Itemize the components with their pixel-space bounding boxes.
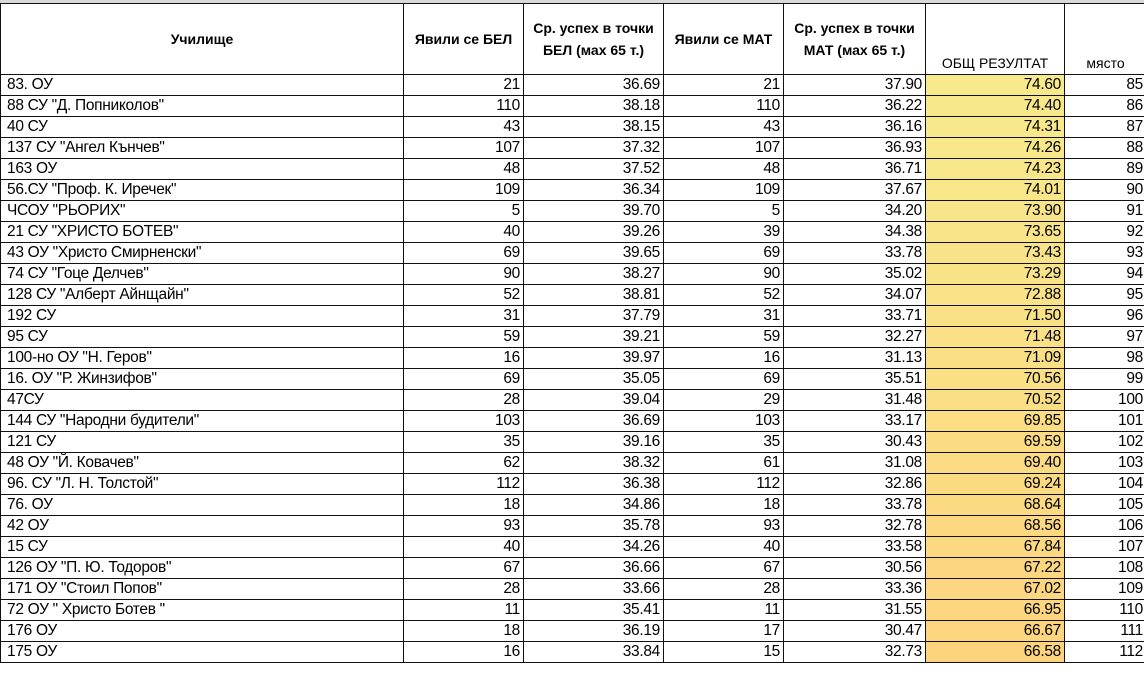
mat-count-cell[interactable]: 11 xyxy=(664,600,784,621)
table-row xyxy=(1,600,1144,621)
mat-count-cell[interactable]: 67 xyxy=(664,558,784,579)
total-cell[interactable]: 69.24 xyxy=(926,474,1065,495)
bel-count-cell[interactable]: 18 xyxy=(404,621,524,642)
rank-cell[interactable]: 98 xyxy=(1065,348,1144,369)
mat-count-cell[interactable]: 18 xyxy=(664,495,784,516)
school-cell[interactable]: 42 ОУ xyxy=(1,516,404,537)
mat-count-cell[interactable]: 109 xyxy=(664,180,784,201)
mat-avg-cell[interactable]: 31.48 xyxy=(784,390,926,411)
table-row xyxy=(1,75,1144,96)
bel-count-cell[interactable]: 109 xyxy=(404,180,524,201)
bel-count-cell[interactable]: 59 xyxy=(404,327,524,348)
school-cell[interactable]: 72 ОУ " Христо Ботев " xyxy=(1,600,404,621)
rank-cell[interactable]: 110 xyxy=(1065,600,1144,621)
mat-count-cell[interactable]: 107 xyxy=(664,138,784,159)
table-row xyxy=(1,117,1144,138)
bel-avg-cell[interactable]: 36.34 xyxy=(524,180,664,201)
bel-count-cell[interactable]: 18 xyxy=(404,495,524,516)
school-cell[interactable]: 192 СУ xyxy=(1,306,404,327)
school-cell[interactable]: 175 ОУ xyxy=(1,642,404,663)
total-cell[interactable]: 72.88 xyxy=(926,285,1065,306)
rank-cell[interactable]: 108 xyxy=(1065,558,1144,579)
bel-count-cell[interactable]: 93 xyxy=(404,516,524,537)
bel-count-cell[interactable]: 28 xyxy=(404,579,524,600)
table-row xyxy=(1,579,1144,600)
mat-avg-cell[interactable]: 36.71 xyxy=(784,159,926,180)
mat-avg-cell[interactable]: 30.47 xyxy=(784,621,926,642)
header-school[interactable]: Училище xyxy=(1,4,404,75)
rank-cell[interactable]: 92 xyxy=(1065,222,1144,243)
school-cell[interactable]: 47СУ xyxy=(1,390,404,411)
bel-avg-cell[interactable]: 39.26 xyxy=(524,222,664,243)
header-row xyxy=(1,4,1144,75)
bel-avg-cell[interactable]: 36.38 xyxy=(524,474,664,495)
bel-count-cell[interactable]: 28 xyxy=(404,390,524,411)
school-cell[interactable]: 88 СУ "Д. Попниколов" xyxy=(1,96,404,117)
table-row xyxy=(1,390,1144,411)
rank-cell[interactable]: 87 xyxy=(1065,117,1144,138)
mat-avg-cell[interactable]: 33.78 xyxy=(784,495,926,516)
school-cell[interactable]: 40 СУ xyxy=(1,117,404,138)
mat-count-cell[interactable]: 69 xyxy=(664,369,784,390)
school-cell[interactable]: 128 СУ "Алберт Айнщайн" xyxy=(1,285,404,306)
bel-avg-cell[interactable]: 36.66 xyxy=(524,558,664,579)
mat-avg-cell[interactable]: 32.86 xyxy=(784,474,926,495)
table-row xyxy=(1,474,1144,495)
rank-cell[interactable]: 106 xyxy=(1065,516,1144,537)
mat-avg-cell[interactable]: 36.22 xyxy=(784,96,926,117)
mat-avg-cell[interactable]: 30.43 xyxy=(784,432,926,453)
table-row xyxy=(1,159,1144,180)
rank-cell[interactable]: 90 xyxy=(1065,180,1144,201)
bel-avg-cell[interactable]: 34.26 xyxy=(524,537,664,558)
table-row xyxy=(1,453,1144,474)
mat-avg-cell[interactable]: 36.16 xyxy=(784,117,926,138)
mat-count-cell[interactable]: 112 xyxy=(664,474,784,495)
table-row xyxy=(1,264,1144,285)
bel-count-cell[interactable]: 40 xyxy=(404,537,524,558)
rank-cell[interactable]: 89 xyxy=(1065,159,1144,180)
total-cell[interactable]: 67.22 xyxy=(926,558,1065,579)
header-mat-count[interactable]: Явили се МАТ xyxy=(664,4,784,75)
table-row xyxy=(1,369,1144,390)
rank-cell[interactable]: 95 xyxy=(1065,285,1144,306)
mat-count-cell[interactable]: 21 xyxy=(664,75,784,96)
bel-count-cell[interactable]: 69 xyxy=(404,243,524,264)
bel-avg-cell[interactable]: 39.16 xyxy=(524,432,664,453)
bel-count-cell[interactable]: 21 xyxy=(404,75,524,96)
mat-avg-cell[interactable]: 33.36 xyxy=(784,579,926,600)
total-cell[interactable]: 69.85 xyxy=(926,411,1065,432)
total-cell[interactable]: 71.09 xyxy=(926,348,1065,369)
bel-count-cell[interactable]: 16 xyxy=(404,642,524,663)
bel-avg-cell[interactable]: 37.52 xyxy=(524,159,664,180)
table-row xyxy=(1,201,1144,222)
table-row xyxy=(1,96,1144,117)
school-cell[interactable]: 121 СУ xyxy=(1,432,404,453)
total-cell[interactable]: 67.84 xyxy=(926,537,1065,558)
total-cell[interactable]: 67.02 xyxy=(926,579,1065,600)
rank-cell[interactable]: 94 xyxy=(1065,264,1144,285)
total-cell[interactable]: 73.65 xyxy=(926,222,1065,243)
bel-count-cell[interactable]: 112 xyxy=(404,474,524,495)
bel-count-cell[interactable]: 110 xyxy=(404,96,524,117)
bel-count-cell[interactable]: 48 xyxy=(404,159,524,180)
mat-count-cell[interactable]: 93 xyxy=(664,516,784,537)
table-row xyxy=(1,537,1144,558)
mat-count-cell[interactable]: 5 xyxy=(664,201,784,222)
header-total[interactable]: ОБЩ РЕЗУЛТАТ xyxy=(926,4,1065,75)
bel-avg-cell[interactable]: 38.27 xyxy=(524,264,664,285)
total-cell[interactable]: 70.56 xyxy=(926,369,1065,390)
mat-count-cell[interactable]: 110 xyxy=(664,96,784,117)
bel-count-cell[interactable]: 16 xyxy=(404,348,524,369)
bel-avg-cell[interactable]: 39.04 xyxy=(524,390,664,411)
school-cell[interactable]: 76. ОУ xyxy=(1,495,404,516)
bel-count-cell[interactable]: 35 xyxy=(404,432,524,453)
total-cell[interactable]: 69.59 xyxy=(926,432,1065,453)
mat-count-cell[interactable]: 59 xyxy=(664,327,784,348)
mat-count-cell[interactable]: 29 xyxy=(664,390,784,411)
school-cell[interactable]: 144 СУ "Народни будители" xyxy=(1,411,404,432)
bel-avg-cell[interactable]: 36.69 xyxy=(524,411,664,432)
mat-count-cell[interactable]: 28 xyxy=(664,579,784,600)
total-cell[interactable]: 70.52 xyxy=(926,390,1065,411)
mat-avg-cell[interactable]: 33.78 xyxy=(784,243,926,264)
bel-count-cell[interactable]: 62 xyxy=(404,453,524,474)
bel-avg-cell[interactable]: 39.97 xyxy=(524,348,664,369)
total-cell[interactable]: 69.40 xyxy=(926,453,1065,474)
school-cell[interactable]: 100-но ОУ "Н. Геров" xyxy=(1,348,404,369)
bel-count-cell[interactable]: 69 xyxy=(404,369,524,390)
rank-cell[interactable]: 102 xyxy=(1065,432,1144,453)
mat-count-cell[interactable]: 61 xyxy=(664,453,784,474)
mat-count-cell[interactable]: 15 xyxy=(664,642,784,663)
rank-cell[interactable]: 96 xyxy=(1065,306,1144,327)
header-mat-avg[interactable]: Ср. успех в точки МАТ (мах 65 т.) xyxy=(784,4,926,75)
rank-cell[interactable]: 100 xyxy=(1065,390,1144,411)
mat-avg-cell[interactable]: 35.02 xyxy=(784,264,926,285)
total-cell[interactable]: 74.60 xyxy=(926,75,1065,96)
table-row xyxy=(1,222,1144,243)
total-cell[interactable]: 73.29 xyxy=(926,264,1065,285)
table-row xyxy=(1,558,1144,579)
school-cell[interactable]: 137 СУ "Ангел Кънчев" xyxy=(1,138,404,159)
rank-cell[interactable]: 97 xyxy=(1065,327,1144,348)
mat-avg-cell[interactable]: 34.38 xyxy=(784,222,926,243)
rank-cell[interactable]: 85 xyxy=(1065,75,1144,96)
mat-avg-cell[interactable]: 37.67 xyxy=(784,180,926,201)
total-cell[interactable]: 71.50 xyxy=(926,306,1065,327)
school-cell[interactable]: 95 СУ xyxy=(1,327,404,348)
rank-cell[interactable]: 111 xyxy=(1065,621,1144,642)
mat-avg-cell[interactable]: 36.93 xyxy=(784,138,926,159)
bel-count-cell[interactable]: 43 xyxy=(404,117,524,138)
bel-avg-cell[interactable]: 39.70 xyxy=(524,201,664,222)
mat-count-cell[interactable]: 17 xyxy=(664,621,784,642)
total-cell[interactable]: 73.43 xyxy=(926,243,1065,264)
mat-count-cell[interactable]: 16 xyxy=(664,348,784,369)
mat-avg-cell[interactable]: 34.20 xyxy=(784,201,926,222)
mat-count-cell[interactable]: 90 xyxy=(664,264,784,285)
mat-count-cell[interactable]: 103 xyxy=(664,411,784,432)
bel-count-cell[interactable]: 67 xyxy=(404,558,524,579)
bel-count-cell[interactable]: 52 xyxy=(404,285,524,306)
total-cell[interactable]: 66.67 xyxy=(926,621,1065,642)
school-cell[interactable]: 83. ОУ xyxy=(1,75,404,96)
bel-avg-cell[interactable]: 38.18 xyxy=(524,96,664,117)
table-row xyxy=(1,285,1144,306)
table-row xyxy=(1,348,1144,369)
bel-avg-cell[interactable]: 38.32 xyxy=(524,453,664,474)
mat-avg-cell[interactable]: 33.58 xyxy=(784,537,926,558)
bel-count-cell[interactable]: 107 xyxy=(404,138,524,159)
mat-avg-cell[interactable]: 32.78 xyxy=(784,516,926,537)
bel-avg-cell[interactable]: 39.21 xyxy=(524,327,664,348)
bel-avg-cell[interactable]: 37.79 xyxy=(524,306,664,327)
rank-cell[interactable]: 99 xyxy=(1065,369,1144,390)
mat-avg-cell[interactable]: 33.17 xyxy=(784,411,926,432)
bel-avg-cell[interactable]: 39.65 xyxy=(524,243,664,264)
total-cell[interactable]: 68.64 xyxy=(926,495,1065,516)
rank-cell[interactable]: 103 xyxy=(1065,453,1144,474)
bel-avg-cell[interactable]: 34.86 xyxy=(524,495,664,516)
table-row xyxy=(1,306,1144,327)
school-cell[interactable]: 163 ОУ xyxy=(1,159,404,180)
mat-count-cell[interactable]: 52 xyxy=(664,285,784,306)
total-cell[interactable]: 74.31 xyxy=(926,117,1065,138)
bel-count-cell[interactable]: 90 xyxy=(404,264,524,285)
school-cell[interactable]: 48 ОУ "Й. Ковачев" xyxy=(1,453,404,474)
bel-avg-cell[interactable]: 38.81 xyxy=(524,285,664,306)
table-row xyxy=(1,495,1144,516)
total-cell[interactable]: 74.23 xyxy=(926,159,1065,180)
mat-avg-cell[interactable]: 37.90 xyxy=(784,75,926,96)
rank-cell[interactable]: 86 xyxy=(1065,96,1144,117)
school-cell[interactable]: 43 ОУ "Христо Смирненски" xyxy=(1,243,404,264)
header-bel-avg[interactable]: Ср. успех в точки БЕЛ (мах 65 т.) xyxy=(524,4,664,75)
bel-avg-cell[interactable]: 33.66 xyxy=(524,579,664,600)
rank-cell[interactable]: 112 xyxy=(1065,642,1144,663)
bel-avg-cell[interactable]: 35.41 xyxy=(524,600,664,621)
school-cell[interactable]: 176 ОУ xyxy=(1,621,404,642)
bel-avg-cell[interactable]: 37.32 xyxy=(524,138,664,159)
mat-avg-cell[interactable]: 31.08 xyxy=(784,453,926,474)
table-row xyxy=(1,411,1144,432)
rank-cell[interactable]: 105 xyxy=(1065,495,1144,516)
mat-avg-cell[interactable]: 31.55 xyxy=(784,600,926,621)
school-cell[interactable]: 16. ОУ "Р. Жинзифов" xyxy=(1,369,404,390)
school-cell[interactable]: 15 СУ xyxy=(1,537,404,558)
table-row xyxy=(1,432,1144,453)
bel-avg-cell[interactable]: 33.84 xyxy=(524,642,664,663)
bel-count-cell[interactable]: 5 xyxy=(404,201,524,222)
school-cell[interactable]: ЧСОУ "РЬОРИХ" xyxy=(1,201,404,222)
rank-cell[interactable]: 91 xyxy=(1065,201,1144,222)
table-row xyxy=(1,243,1144,264)
table-row xyxy=(1,516,1144,537)
bel-avg-cell[interactable]: 35.78 xyxy=(524,516,664,537)
total-cell[interactable]: 68.56 xyxy=(926,516,1065,537)
mat-count-cell[interactable]: 40 xyxy=(664,537,784,558)
total-cell[interactable]: 66.95 xyxy=(926,600,1065,621)
bel-avg-cell[interactable]: 38.15 xyxy=(524,117,664,138)
table-row xyxy=(1,138,1144,159)
header-bel-count[interactable]: Явили се БЕЛ xyxy=(404,4,524,75)
mat-avg-cell[interactable]: 32.73 xyxy=(784,642,926,663)
school-cell[interactable]: 171 ОУ "Стоил Попов" xyxy=(1,579,404,600)
bel-avg-cell[interactable]: 36.69 xyxy=(524,75,664,96)
mat-avg-cell[interactable]: 31.13 xyxy=(784,348,926,369)
rank-cell[interactable]: 104 xyxy=(1065,474,1144,495)
rank-cell[interactable]: 109 xyxy=(1065,579,1144,600)
mat-count-cell[interactable]: 48 xyxy=(664,159,784,180)
results-table xyxy=(0,3,1144,663)
mat-count-cell[interactable]: 39 xyxy=(664,222,784,243)
mat-avg-cell[interactable]: 32.27 xyxy=(784,327,926,348)
bel-count-cell[interactable]: 31 xyxy=(404,306,524,327)
total-cell[interactable]: 74.01 xyxy=(926,180,1065,201)
bel-count-cell[interactable]: 11 xyxy=(404,600,524,621)
total-cell[interactable]: 74.26 xyxy=(926,138,1065,159)
bel-avg-cell[interactable]: 35.05 xyxy=(524,369,664,390)
mat-avg-cell[interactable]: 33.71 xyxy=(784,306,926,327)
bel-count-cell[interactable]: 40 xyxy=(404,222,524,243)
bel-avg-cell[interactable]: 36.19 xyxy=(524,621,664,642)
mat-count-cell[interactable]: 43 xyxy=(664,117,784,138)
table-row xyxy=(1,642,1144,663)
header-rank[interactable]: място xyxy=(1065,4,1144,75)
table-row xyxy=(1,180,1144,201)
rank-cell[interactable]: 88 xyxy=(1065,138,1144,159)
total-cell[interactable]: 74.40 xyxy=(926,96,1065,117)
total-cell[interactable]: 66.58 xyxy=(926,642,1065,663)
mat-count-cell[interactable]: 35 xyxy=(664,432,784,453)
mat-avg-cell[interactable]: 34.07 xyxy=(784,285,926,306)
school-cell[interactable]: 56.СУ "Проф. К. Иречек" xyxy=(1,180,404,201)
school-cell[interactable]: 21 СУ "ХРИСТО БОТЕВ" xyxy=(1,222,404,243)
total-cell[interactable]: 73.90 xyxy=(926,201,1065,222)
mat-count-cell[interactable]: 69 xyxy=(664,243,784,264)
school-cell[interactable]: 126 ОУ "П. Ю. Тодоров" xyxy=(1,558,404,579)
mat-avg-cell[interactable]: 35.51 xyxy=(784,369,926,390)
mat-avg-cell[interactable]: 30.56 xyxy=(784,558,926,579)
bel-count-cell[interactable]: 103 xyxy=(404,411,524,432)
rank-cell[interactable]: 101 xyxy=(1065,411,1144,432)
school-cell[interactable]: 96. СУ "Л. Н. Толстой" xyxy=(1,474,404,495)
mat-count-cell[interactable]: 31 xyxy=(664,306,784,327)
rank-cell[interactable]: 93 xyxy=(1065,243,1144,264)
table-row xyxy=(1,621,1144,642)
table-row xyxy=(1,327,1144,348)
school-cell[interactable]: 74 СУ "Гоце Делчев" xyxy=(1,264,404,285)
rank-cell[interactable]: 107 xyxy=(1065,537,1144,558)
total-cell[interactable]: 71.48 xyxy=(926,327,1065,348)
